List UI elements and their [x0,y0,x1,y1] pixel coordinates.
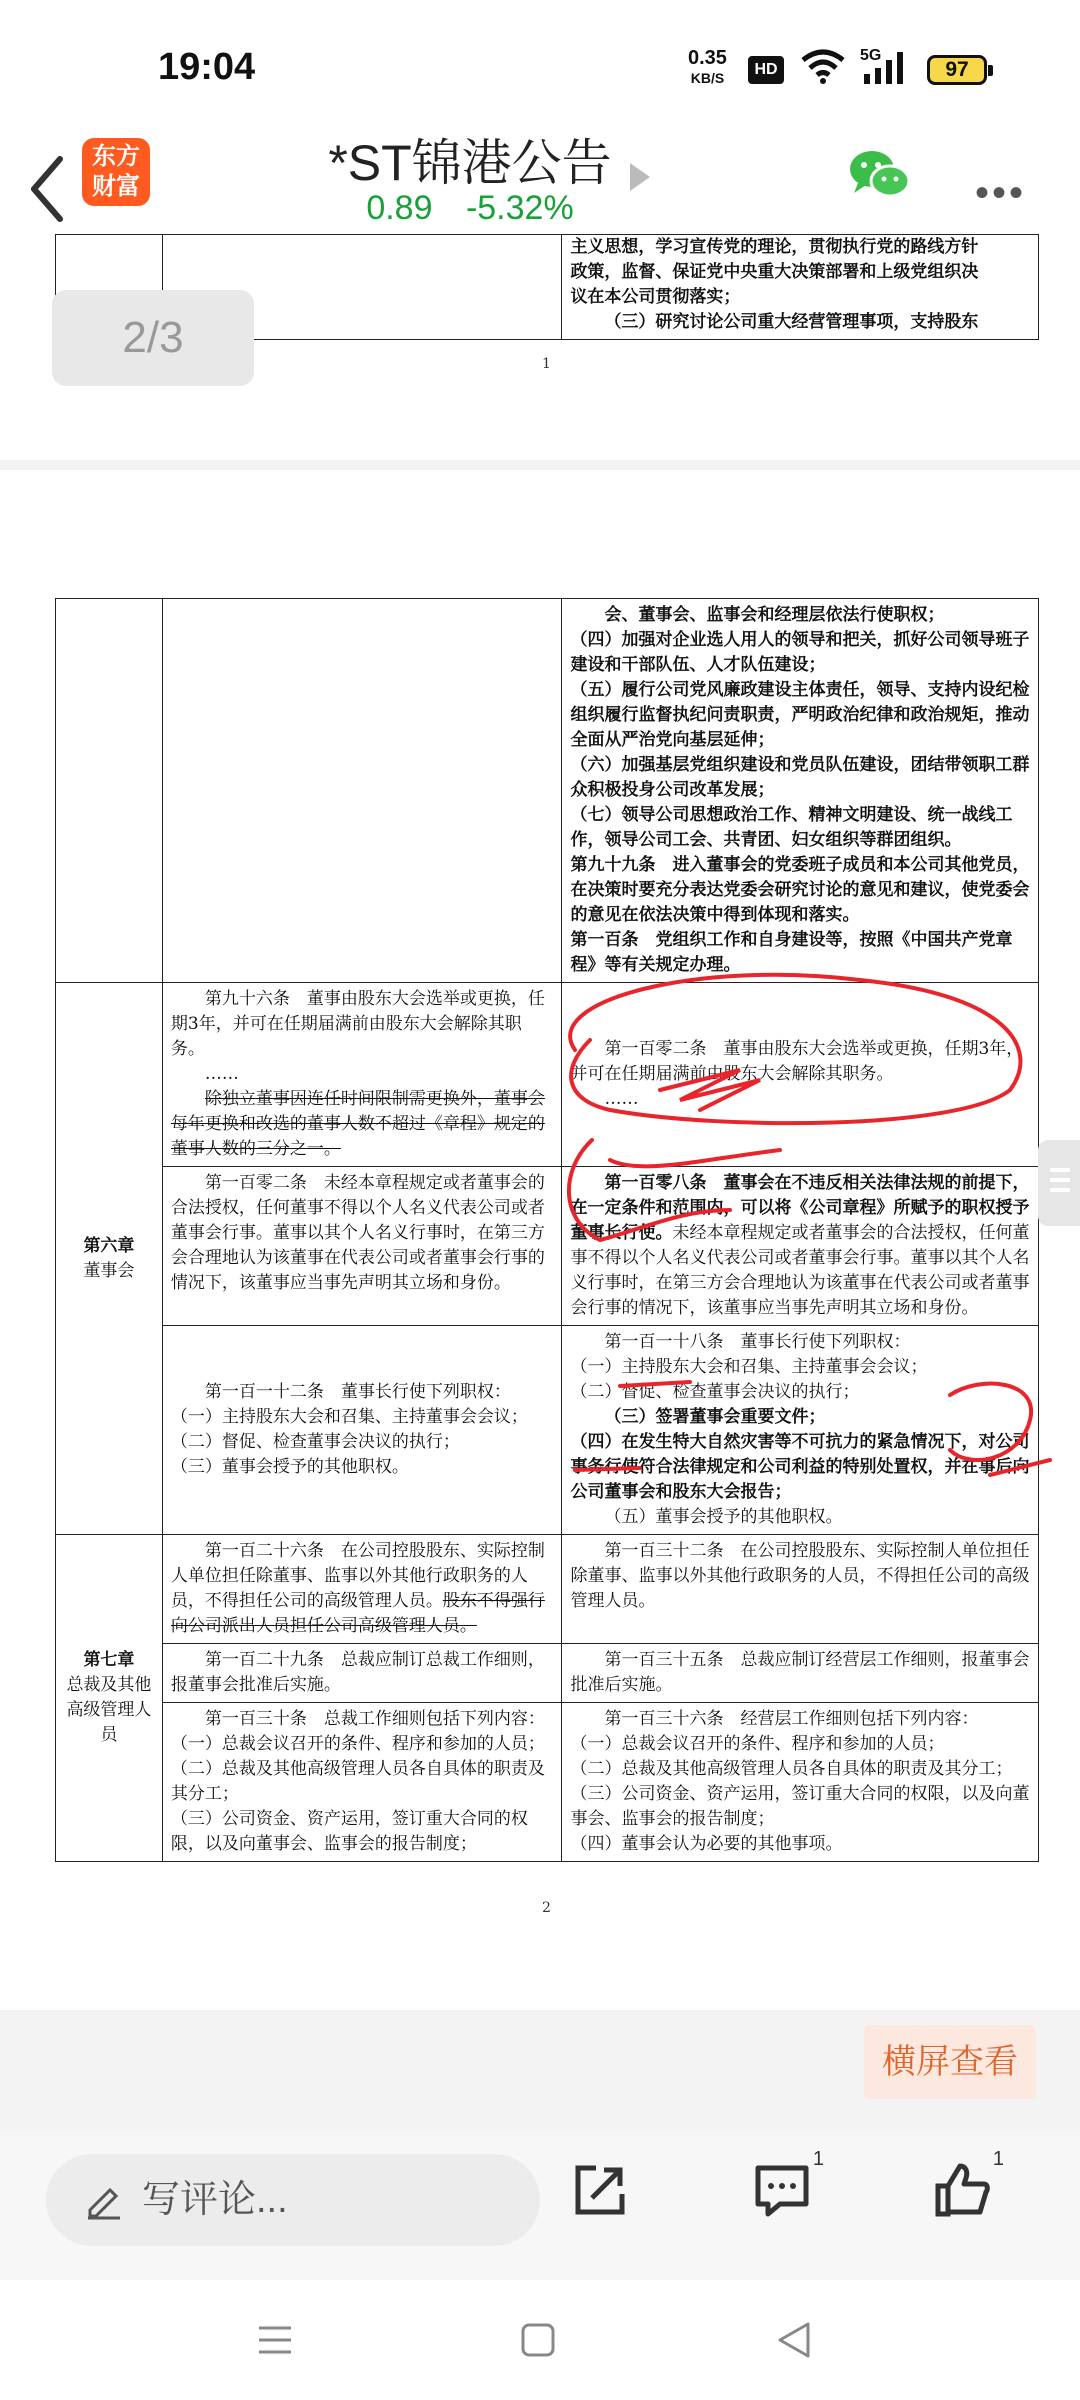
signal-icon [860,46,920,86]
battery-icon: 97 [927,55,987,85]
article-102-new [562,983,1039,1167]
pen-icon [84,2180,124,2220]
comment-count: 1 [812,2148,824,2170]
page1-line-1: 主义思想，学习宣传党的理论，贯彻执行党的路线方针 [570,237,979,257]
wifi-icon [800,48,846,84]
article-118-end: （五）董事会授予的其他职权。 [604,1507,843,1527]
article-102-new-text: 第一百零二条 董事由股东大会选举或更换，任期3年，并可在任期届满前由股东大会解除其职务。 [570,1039,1024,1084]
article-118-new [562,1326,1039,1535]
page1-line-3: 议在本公司贯彻落实； [570,287,741,307]
net-speed-value: 0.35 [688,47,727,69]
page-number-1: 1 [542,356,551,372]
chapter-7-title: 第七章 [83,1650,135,1670]
page-number-2: 2 [542,1900,551,1916]
net-speed-unit: KB/S [690,70,725,86]
article-130-old: 第一百三十条 总裁工作细则包括下列内容： （一）总裁会议召开的条件、程序和参加的人员； （二）总裁及其他高级管理人员各自具体的职责及其分工； （三）公司资金、资产运用，签订重大合同的权限，以及向董事会、监事会的报告制度； [162,1703,562,1862]
article-96-deleted: 除独立董事因连任时间限制需更换外，董事会每年更换和改选的董事人数不超过《章程》规定的董事人数的三分之一。 [170,1089,545,1159]
chapter-6-title: 第六章 [83,1235,135,1256]
stock-quote [300,189,640,228]
article-102-new-ellipsis: …… [604,1089,639,1109]
pdf-page-2 [0,470,1080,2010]
logo-line1: 东方 [92,143,140,170]
system-nav-bar [0,2280,1080,2400]
stock-change: -5.32% [465,189,574,227]
like-button[interactable] [932,2148,1004,2225]
chapter-6-subtitle: 董事会 [83,1260,135,1281]
app-header [0,135,1080,240]
share-icon [570,2160,630,2220]
thumbs-up-icon [932,2160,992,2220]
article-108-rest: 未经本章程规定或者董事会的合法授权，任何董事不得以个人名义代表公司或者董事会行事。董事以其个人名义行事时，在第三方会合理地认为该董事在代表公司或者董事会行事的情况下，该董事应当事先声明其立场和身份。 [570,1223,1030,1318]
article-118-text: 第一百一十八条 董事长行使下列职权： （一）主持股东大会和召集、主持董事会会议； （二）督促、检查董事会决议的执行； [570,1332,928,1402]
network-speed [688,48,727,88]
comments-button[interactable] [752,2148,824,2225]
page-title: *ST锦港公告 [328,135,612,191]
more-options-icon[interactable]: ••• [975,171,1027,215]
article-96-old [162,983,562,1167]
article-126-text: 第一百二十六条 在公司控股股东、实际控制人单位担任除董事、监事以外其他行政职务的人员，不得担任公司的高级管理人员。 [170,1541,545,1611]
comment-input[interactable] [46,2154,540,2246]
party-duties-text: 会、董事会、监事会和经理层依法行使职权； （四）加强对企业选人用人的领导和把关，抓好公司领导班子建设和干部队伍、人才队伍建设； （五）履行公司党风廉政建设主体责任，领导、支持内设纪检组织履行监督执纪问责职责，严明政治纪律和政治规矩，推动全面从严治党向基层延伸； （六）加强基层党组织建设和党员队伍建设，团结带领职工群众积极投身公司改革发展； （七）领导公司思想政治工作、精神文明建设、统一战线工作，领导公司工会、共青团、妇女组织等群团组织。 第九十九条 进入董事会的党委班子成员和本公司其他党员，在决策时要充分表达党委会研究讨论的意见和建议，使党委会的意见在依法决策中得到体现和落实。 第一百条 党组织工作和自身建设等，按照《中国共产党章程》等有关规定办理。 [562,599,1039,983]
signal-type: 5G [860,47,882,64]
article-96-ellipsis: …… [204,1064,239,1084]
article-135-new: 第一百三十五条 总裁应制订经营层工作细则，报董事会批准后实施。 [562,1644,1039,1703]
article-129-old: 第一百二十九条 总裁应制订总裁工作细则，报董事会批准后实施。 [162,1644,562,1703]
article-102-old: 第一百零二条 未经本章程规定或者董事会的合法授权，任何董事不得以个人名义代表公司或者董事会行事。董事以其个人名义行事时，在第三方会合理地认为该董事在代表公司或者董事会行事的情况下，该董事应当事先声明其立场和身份。 [162,1167,562,1326]
page1-line-2: 政策，监督、保证党中央重大决策部署和上级党组织决 [570,262,979,282]
chapter-7-subtitle: 总裁及其他高级管理人员 [66,1675,152,1745]
article-126-old [162,1535,562,1644]
article-118-bold: （三）签署董事会重要文件； （四）在发生特大自然灾害等不可抗力的紧急情况下，对公司事务行使符合法律规定和公司利益的特别处置权，并在事后向公司董事会和股东大会报告； [570,1407,1030,1502]
eastmoney-logo[interactable] [82,138,150,206]
back-icon[interactable] [774,2320,814,2360]
back-arrow-icon[interactable] [20,149,80,229]
wechat-icon[interactable] [848,147,912,203]
article-96-text: 第九十六条 董事由股东大会选举或更换，任期3年，并可在任期届满前由股东大会解除其职务。 [170,989,545,1059]
article-126-deleted: 股东不得强行向公司派出人员担任公司高级管理人员。 [170,1591,545,1636]
share-button[interactable] [570,2160,630,2225]
menu-icon[interactable] [255,2320,295,2360]
status-bar [0,0,1080,135]
chapter-6-cell [56,983,163,1535]
hd-icon: HD [748,56,784,84]
article-136-new: 第一百三十六条 经营层工作细则包括下列内容： （一）总裁会议召开的条件、程序和参加的人员； （二）总裁及其他高级管理人员各自具体的职责及其分工； （三）公司资金、资产运用，签订重大合同的权限，以及向董事会、监事会的报告制度； （四）董事会认为必要的其他事项。 [562,1703,1039,1862]
chapter-7-cell [56,1535,163,1862]
article-108-bold: 第一百零八条 董事会在不违反相关法律法规的前提下，在一定条件和范围内，可以将《公司章程》所赋予的职权授予董事长行使。 [570,1173,1030,1243]
status-time: 19:04 [158,46,256,88]
page-indicator: 2/3 [52,290,254,386]
article-112-old: 第一百一十二条 董事长行使下列职权： （一）主持股东大会和召集、主持董事会会议； （二）督促、检查董事会决议的执行； （三）董事会授予的其他职权。 [162,1326,562,1535]
page1-line-4: （三）研究讨论公司重大经营管理事项，支持股东 [604,312,979,332]
page2-table [55,598,1039,1862]
comment-placeholder: 写评论... [142,2179,288,2221]
article-108-new [562,1167,1039,1326]
bottom-action-bar [0,2130,1080,2280]
like-count: 1 [992,2148,1004,2170]
article-132-new: 第一百三十二条 在公司控股股东、实际控制人单位担任除董事、监事以外其他行政职务的人员，不得担任公司的高级管理人员。 [562,1535,1039,1644]
logo-line2: 财富 [92,173,140,200]
side-drawer-handle[interactable] [1038,1140,1080,1226]
play-triangle-icon[interactable] [628,159,652,195]
stock-price: 0.89 [366,189,433,227]
comment-bubble-icon [752,2160,812,2220]
home-icon[interactable] [518,2320,558,2360]
landscape-view-button[interactable]: 横屏查看 [864,2025,1036,2099]
